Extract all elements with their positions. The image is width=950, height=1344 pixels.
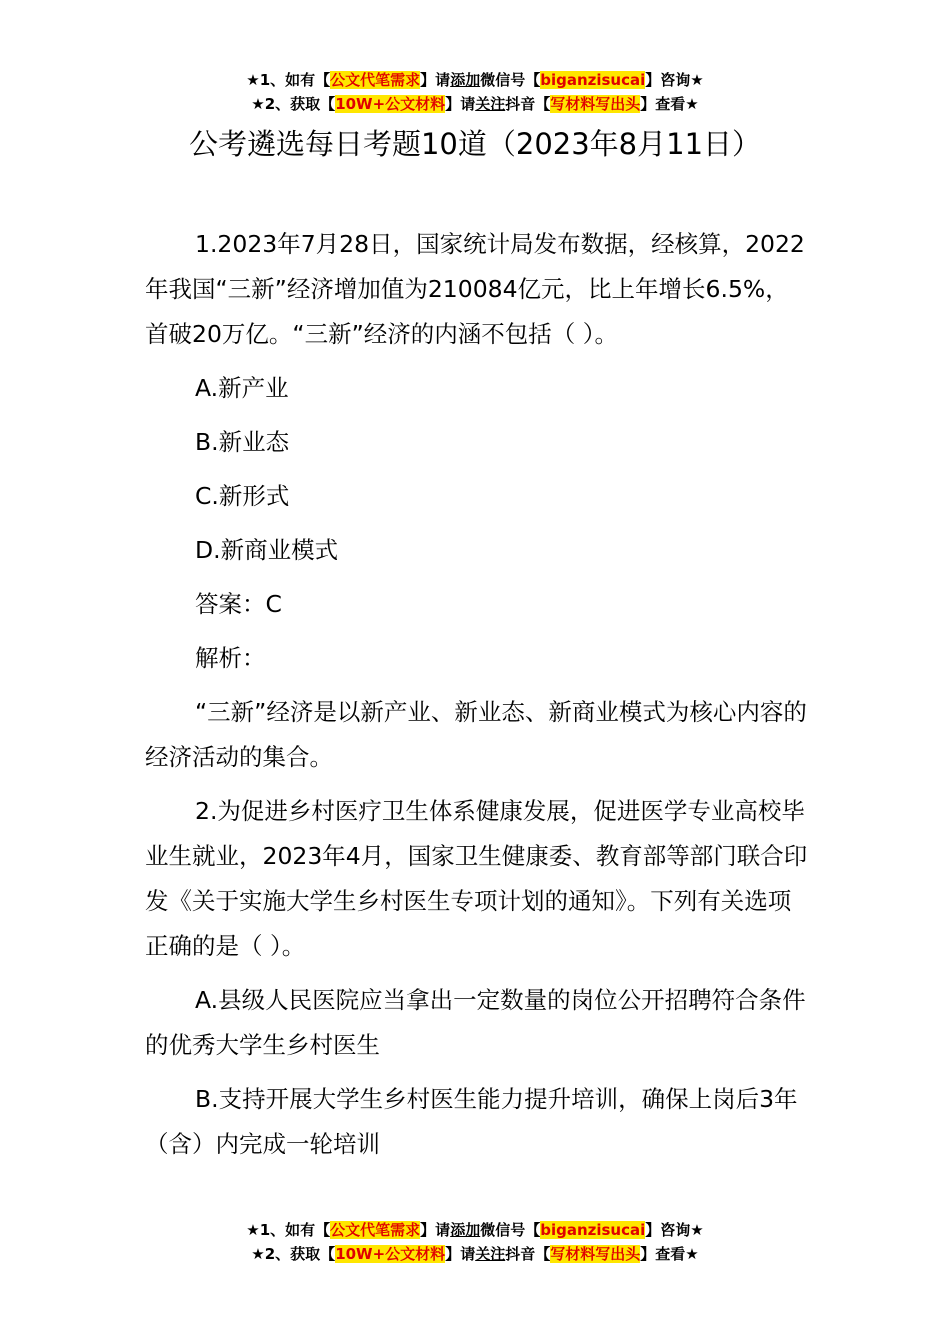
banner-text: 】查看★ [640,95,699,113]
banner-line-2 [0,1242,950,1266]
banner-highlight: 写材料写出头 [550,95,641,113]
header-banner [0,68,950,116]
banner-highlight: biganzisucai [540,71,646,89]
question-1-stem: 1.2023年7月28日，国家统计局发布数据，经核算，2022年我国“三新”经济增加值为210084亿元，比上年增长6.5%，首破20万亿。“三新”经济的内涵不包括（ ）。 [145,230,805,348]
banner-text: 抖音【 [505,95,551,113]
question-1-analysis: “三新”经济是以新产业、新业态、新商业模式为核心内容的经济活动的集合。 [145,698,807,771]
question-1-answer: 答案：C [195,590,282,618]
banner-text: 】咨询★ [645,1221,704,1239]
banner-text: 】请 [445,1245,476,1263]
banner-underlined: 添加 [450,1221,481,1239]
footer-banner [0,1218,950,1266]
banner-highlight: 写材料写出头 [550,1245,641,1263]
banner-text: 】请 [420,71,451,89]
banner-line-1 [0,1218,950,1242]
question-1-analysis-label: 解析： [195,644,266,672]
banner-text: ★2、获取【 [251,1245,336,1263]
banner-text: 微信号【 [480,71,541,89]
banner-text: 】咨询★ [645,71,704,89]
banner-text: 微信号【 [480,1221,541,1239]
banner-line-1 [0,68,950,92]
question-1-option-b: B.新业态 [195,428,290,456]
document-body [145,222,810,1176]
question-1-option-c: C.新形式 [195,482,290,510]
banner-text: ★1、如有【 [246,71,331,89]
banner-highlight: 公文代笔需求 [330,1221,421,1239]
banner-text: 】请 [445,95,476,113]
question-2-option-a: A.县级人民医院应当拿出一定数量的岗位公开招聘符合条件的优秀大学生乡村医生 [145,986,806,1059]
banner-text: ★2、获取【 [251,95,336,113]
question-1-option-a: A.新产业 [195,374,289,402]
document-title: 公考遴选每日考题10道（2023年8月11日） [188,127,762,161]
question-1-option-d: D.新商业模式 [195,536,339,564]
banner-underlined: 关注 [475,1245,506,1263]
banner-line-2 [0,92,950,116]
banner-highlight: 10W+公文材料 [335,95,446,113]
banner-highlight: biganzisucai [540,1221,646,1239]
banner-underlined: 添加 [450,71,481,89]
banner-highlight: 10W+公文材料 [335,1245,446,1263]
banner-text: ★1、如有【 [246,1221,331,1239]
banner-underlined: 关注 [475,95,506,113]
banner-text: 】请 [420,1221,451,1239]
question-2-stem: 2.为促进乡村医疗卫生体系健康发展，促进医学专业高校毕业生就业，2023年4月，国家卫生健康委、教育部等部门联合印发《关于实施大学生乡村医生专项计划的通知》。下列有关选项正确的是（ ）。 [145,797,808,960]
banner-text: 抖音【 [505,1245,551,1263]
banner-text: 】查看★ [640,1245,699,1263]
banner-highlight: 公文代笔需求 [330,71,421,89]
question-2-option-b: B.支持开展大学生乡村医生能力提升培训，确保上岗后3年（含）内完成一轮培训 [145,1085,798,1158]
